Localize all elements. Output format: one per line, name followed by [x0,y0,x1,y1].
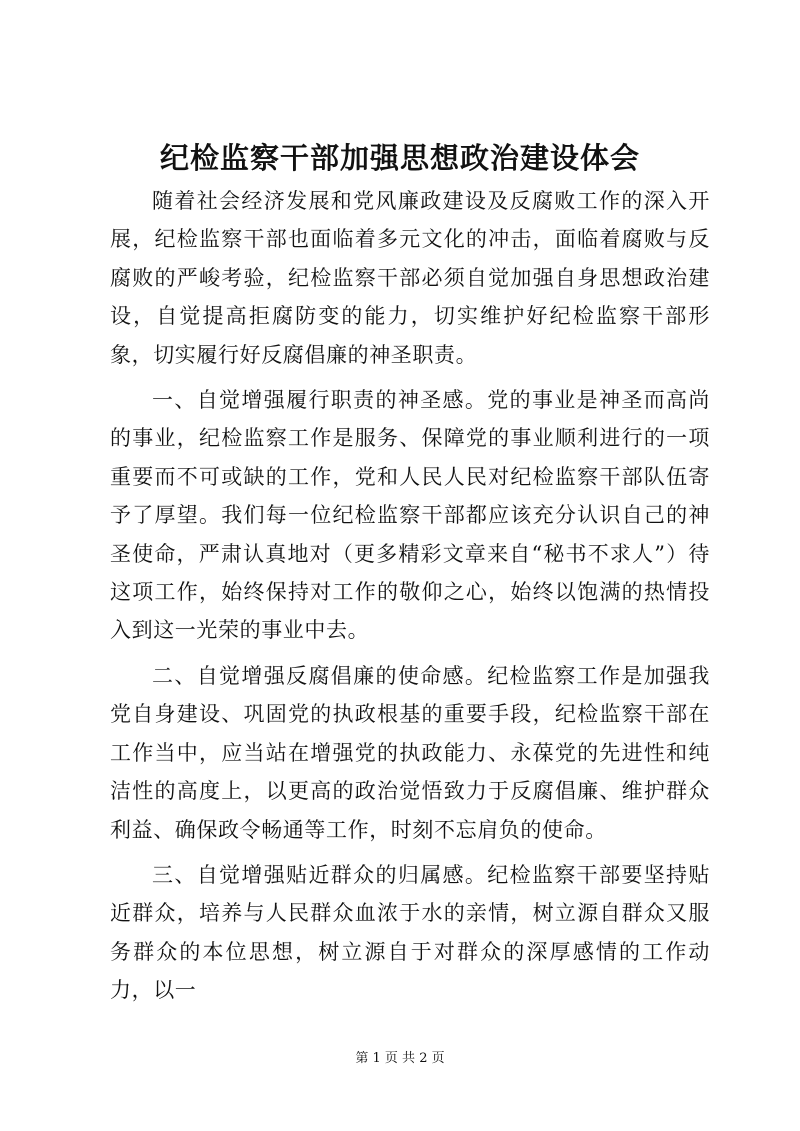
paragraph-section-3: 三、自觉增强贴近群众的归属感。纪检监察干部要坚持贴近群众，培养与人民群众血浓于水的亲情，树立源自群众又服务群众的本位思想，树立源自于对群众的深厚感情的工作动力，以一 [110,862,710,1003]
document-body [110,182,710,1017]
document-title: 纪检监察干部加强思想政治建设体会 [159,141,640,175]
paragraph-intro: 随着社会经济发展和党风廉政建设及反腐败工作的深入开展，纪检监察干部也面临着多元文化的冲击，面临着腐败与反腐败的严峻考验，纪检监察干部必须自觉加强自身思想政治建设，自觉提高拒腐防变的能力，切实维护好纪检监察干部形象，切实履行好反腐倡廉的神圣职责。 [110,189,710,367]
paragraph-section-2: 二、自觉增强反腐倡廉的使命感。纪检监察工作是加强我党自身建设、巩固党的执政根基的重要手段，纪检监察干部在工作当中，应当站在增强党的执政能力、永葆党的先进性和纯洁性的高度上，以更高的政治觉悟致力于反腐倡廉、维护群众利益、确保政令畅通等工作，时刻不忘肩负的使命。 [110,663,710,842]
paragraph-section-1: 一、自觉增强履行职责的神圣感。党的事业是神圣而高尚的事业，纪检监察工作是服务、保障党的事业顺利进行的一项重要而不可或缺的工作，党和人民人民对纪检监察干部队伍寄予了厚望。我们每一位纪检监察干部都应该充分认识自己的神圣使命，严肃认真地对（更多精彩文章来自“秘书不求人”）待这项工作，始终保持对工作的敬仰之心，始终以饱满的热情投入到这一光荣的事业中去。 [110,388,710,643]
page-number-footer: 第 1 页 共 2 页 [355,1051,445,1066]
